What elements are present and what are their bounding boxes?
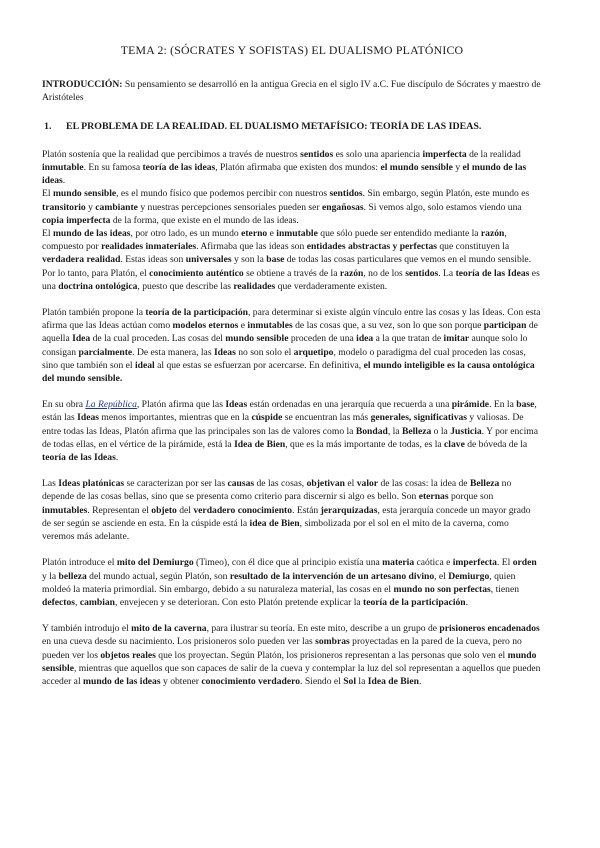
text-run: Las [42, 478, 59, 490]
paragraph [42, 227, 542, 293]
bold-term: sentidos [329, 188, 363, 200]
bold-term: pirámide [451, 399, 490, 411]
text-run: En su obra [42, 399, 86, 411]
bold-term: el mundo de las ideas [42, 162, 527, 187]
text-run: , la [387, 425, 402, 437]
text-run: , mientras que aquellos que son capaces de salir de la cueva y contemplar la luz del sol representan a aquellos que pueden acceder al [42, 662, 541, 687]
text-run: no depende de las cosas bellas, sino que se presenta como criterio para discernir si algo es bello. Son [42, 478, 512, 503]
text-run: , compuesto por [42, 228, 507, 253]
text-run: del [176, 504, 194, 516]
text-run: se obtiene a través de la [243, 267, 340, 279]
text-run: . Afirmaba que las ideas son [196, 241, 307, 253]
text-run: de la forma, que existe en el mundo de las ideas. [110, 214, 299, 226]
bold-term: Ideas [213, 346, 236, 358]
paragraph [42, 398, 542, 464]
bold-term: Sol [343, 675, 357, 687]
text-run: aunque solo lo consigan [42, 333, 528, 358]
bold-term: mundo de las ideas [83, 675, 161, 687]
bold-term: modelos eternos [172, 320, 239, 332]
text-run: no son solo el [235, 346, 294, 358]
introduction-label: INTRODUCCIÓN: [42, 79, 123, 91]
bold-term: realidades [233, 280, 276, 292]
bold-term: eternas [418, 491, 449, 503]
bold-term: materia [382, 557, 415, 569]
bold-term: sentidos [300, 148, 334, 160]
paragraph [42, 477, 542, 543]
bold-term: el mundo sensible [380, 162, 453, 174]
text-run: , [75, 596, 80, 608]
text-run: , tienen [490, 583, 520, 595]
text-run: y la [42, 570, 59, 582]
text-run: . Estas ideas son [120, 254, 186, 266]
bold-term: Ideas platónicas [58, 478, 125, 490]
text-run: , esta jerarquía concede un mayor grado de ser según se asciende en esta. En la cúspide está la [42, 504, 531, 529]
text-run: e [238, 320, 248, 332]
text-run: se caracterizan por ser las [124, 478, 228, 490]
text-run: proceden de una [288, 333, 357, 345]
bold-term: teoría de las Ideas [455, 267, 530, 279]
text-run: e [267, 228, 277, 240]
text-run: , no de los [363, 267, 406, 279]
text-run: menos importantes, mientras que en la [99, 412, 252, 424]
bold-term: mundo sensible [42, 649, 537, 674]
bold-term: Demiurgo [448, 570, 490, 582]
text-run: . Siendo el [300, 675, 344, 687]
bold-term: clave [444, 438, 465, 450]
bold-term: objeto [151, 504, 177, 516]
bold-term: Bondad [355, 425, 388, 437]
bold-term: valor [356, 478, 379, 490]
section-title: EL PROBLEMA DE LA REALIDAD. EL DUALISMO METAFÍSICO: TEORÍA DE LAS IDEAS. [66, 120, 482, 132]
text-run: El [42, 228, 53, 240]
text-run: . En la [489, 399, 517, 411]
text-run: Platón también propone la [42, 307, 146, 319]
text-run: , puesto que describe las [137, 280, 234, 292]
text-run: , para ilustrar su teoría. En este mito, describe a un grupo de [206, 623, 440, 635]
text-run: , es el mundo físico que podemos percibir con nuestros [116, 188, 330, 200]
introduction [42, 78, 542, 104]
bold-term: razón [480, 228, 505, 240]
paragraph [42, 556, 542, 609]
bold-term: base [516, 399, 535, 411]
bold-term: mundo no son perfectas [393, 583, 491, 595]
text-run: . Representan el [87, 504, 152, 516]
text-run: de las cosas que, a su vez, son lo que son porque [292, 320, 484, 332]
text-run: , modelo o paradigma del cual proceden las cosas, sino que también son el [42, 346, 526, 371]
bold-term: orden [512, 557, 537, 569]
bold-term: belleza [58, 570, 87, 582]
text-run: de la realidad [466, 148, 521, 160]
page-title: TEMA 2: (SÓCRATES Y SOFISTAS) EL DUALISMO PLATÓNICO [120, 43, 464, 57]
section-number: 1. [44, 120, 52, 132]
text-run: , que es la más importante de todas, es la [285, 438, 445, 450]
text-run: , Platón afirma que las [136, 399, 226, 411]
paragraph [42, 622, 542, 688]
text-run: El [42, 188, 53, 200]
bold-term: realidades inmateriales [101, 241, 197, 253]
text-run: porque son [448, 491, 494, 503]
bold-term: Belleza [401, 425, 432, 437]
bold-term: ideal [135, 359, 155, 371]
text-run: la [356, 675, 368, 687]
text-run: de las cosas, [254, 478, 307, 490]
bold-term: Idea de Bien [234, 438, 286, 450]
bold-term: Idea [72, 333, 91, 345]
bold-term: conocimiento verdadero [201, 675, 301, 687]
bold-term: Idea de Bien [367, 675, 419, 687]
paragraph [42, 148, 542, 188]
bold-term: teoría de la participación [145, 307, 248, 319]
text-run: . El [496, 557, 513, 569]
introduction-text: Su pensamiento se desarrolló en la antigua Grecia en el siglo IV a.C. Fue discípulo de Sócrates y maestro de Aristóteles [42, 79, 541, 104]
text-run: (Timeo), con él dice que al principio existía una [193, 557, 383, 569]
bold-term: transitorio [42, 201, 86, 213]
text-run: en una cueva desde su nacimiento. Los prisioneros solo pueden ver las [42, 636, 316, 648]
text-run: es una [42, 267, 540, 292]
text-run: . [115, 452, 119, 464]
bold-term: sombras [315, 636, 350, 648]
body-text [42, 148, 542, 688]
text-run: . Sin embargo, según Platón, este mundo es [362, 188, 530, 200]
text-run: , Platón afirmaba que existen dos mundos: [215, 162, 381, 174]
section-heading [42, 120, 542, 133]
text-run: a la que tratan de [373, 333, 444, 345]
text-run: de bóveda de la [464, 438, 528, 450]
bold-term: teoría de la participación [363, 596, 466, 608]
text-run: que sólo puede ser entendido mediante la [317, 228, 481, 240]
bold-term: idea [356, 333, 374, 345]
bold-term: razón [339, 267, 364, 279]
bold-term: cambiante [95, 201, 138, 213]
bold-term: inmutables [247, 320, 293, 332]
bold-term: mito de la caverna [131, 623, 207, 635]
text-run: . Si vemos algo, solo estamos viendo una [363, 201, 522, 213]
text-run: es solo una apariencia [333, 148, 423, 160]
text-run: , quien moldeó la materia primordial. Sin embargo, debido a su naturaleza material, las cosas en el [42, 570, 516, 595]
bold-term: mundo sensible [225, 333, 289, 345]
text-run: del mundo actual, según Platón, son [86, 570, 230, 582]
bold-term: inmutables [42, 504, 88, 516]
paragraph [42, 187, 542, 227]
bold-term: objetivan [306, 478, 345, 490]
text-run: al que estas se esfuerzan por acercarse. En definitiva, [154, 359, 364, 371]
bold-term: participan [483, 320, 527, 332]
text-run: que los proyectan. Según Platón, los prisioneros representan a las personas que solo ven el [155, 649, 508, 661]
bold-term: mundo sensible [52, 188, 117, 200]
book-title-link[interactable]: La República [85, 399, 137, 411]
bold-term: defectos [42, 596, 76, 608]
text-run: , están las [42, 399, 537, 424]
text-run: . [62, 175, 66, 187]
text-run: y [452, 162, 463, 174]
text-run: se encuentran las más [282, 412, 371, 424]
text-run: Platón introduce el [42, 557, 117, 569]
text-run: , por otro lado, es un mundo [130, 228, 242, 240]
text-run: Platón sostenía que la realidad que percibimos a través de nuestros [42, 148, 301, 160]
text-run: . En su famosa [83, 162, 143, 174]
bold-term: copia imperfecta [42, 214, 111, 226]
bold-term: verdadero conocimiento [193, 504, 293, 516]
text-run: . Están [292, 504, 321, 516]
bold-term: sentidos [405, 267, 439, 279]
text-run: caótica e [414, 557, 453, 569]
text-run: . [418, 675, 422, 687]
bold-term: arquetipo [293, 346, 334, 358]
bold-term: eterno [241, 228, 268, 240]
bold-term: inmutable [42, 162, 84, 174]
bold-term: teoría de las Ideas [42, 452, 116, 464]
bold-term: idea de Bien [249, 517, 300, 529]
text-run: . Y por encima de todas ellas, en el vértice de la pirámide, está la [42, 425, 538, 450]
text-run: están ordenadas en una jerarquía que recuerda a una [247, 399, 452, 411]
bold-term: base [266, 254, 285, 266]
text-run: , para determinar si existe algún vínculo entre las cosas y las Ideas. Con esta afirma que las Ideas actúan como [42, 307, 541, 332]
bold-term: engañosas [322, 201, 364, 213]
bold-term: parcialmente [78, 346, 133, 358]
bold-term: cúspide [251, 412, 283, 424]
bold-term: resultado de la intervención de un artesano divino [229, 570, 435, 582]
bold-term: conocimiento auténtico [149, 267, 244, 279]
bold-term: causas [227, 478, 255, 490]
bold-term: teoría de las ideas [142, 162, 216, 174]
text-run: y valiosas. De entre todas las Ideas, Platón afirma que las principales son las de valores como la [42, 412, 524, 437]
bold-term: cambian [79, 596, 116, 608]
text-run: y nuestras percepciones sensoriales pueden ser [137, 201, 323, 213]
text-run: , el [434, 570, 449, 582]
bold-term: Justicia [450, 425, 482, 437]
bold-term: objetos reales [100, 649, 156, 661]
text-run: de todas las cosas particulares que vemos en el mundo sensible. Por lo tanto, para Platón, el [42, 254, 532, 279]
bold-term: mundo de las ideas [52, 228, 131, 240]
text-run: , envejecen y se deterioran. Con esto Platón pretende explicar la [115, 596, 364, 608]
bold-term: mito del Demiurgo [116, 557, 194, 569]
text-run: y [85, 201, 96, 213]
text-run: que constituyen la [436, 241, 510, 253]
bold-term: Ideas [225, 399, 248, 411]
text-run: y son la [231, 254, 267, 266]
bold-term: imperfecta [452, 557, 497, 569]
text-run: de las cosas: la idea de [378, 478, 470, 490]
text-run: . La [438, 267, 456, 279]
bold-term: doctrina ontológica [58, 280, 138, 292]
bold-term: verdadera realidad [42, 254, 121, 266]
text-run: o la [431, 425, 451, 437]
bold-term: generales, significativas [370, 412, 468, 424]
bold-term: universales [185, 254, 232, 266]
text-run: . [465, 596, 469, 608]
text-run: y obtener [160, 675, 202, 687]
text-run: proyectadas en la pared de la cueva, pero no pueden ver los [42, 636, 522, 661]
bold-term: inmutable [276, 228, 318, 240]
bold-term: entidades abstractas y perfectas [306, 241, 437, 253]
text-run: Y también introdujo el [42, 623, 132, 635]
text-run: de la cual proceden. Las cosas del [90, 333, 226, 345]
bold-term: Ideas [77, 412, 100, 424]
bold-term: imperfecta [422, 148, 467, 160]
text-run: , simbolizada por el sol en el mito de la caverna, como veremos más adelante. [42, 517, 509, 543]
bold-term: imitar [443, 333, 470, 345]
text-run: que verdaderamente existen. [275, 280, 388, 292]
paragraph [42, 306, 542, 385]
bold-term: jerarquizadas [320, 504, 378, 516]
bold-term: prisioneros encadenados [439, 623, 540, 635]
text-run: de aquella [42, 320, 538, 345]
text-run: . De esta manera, las [132, 346, 214, 358]
text-run: el [344, 478, 357, 490]
bold-term: el mundo inteligible es la causa ontológica del mundo sensible. [42, 359, 535, 385]
bold-term: Belleza [469, 478, 500, 490]
